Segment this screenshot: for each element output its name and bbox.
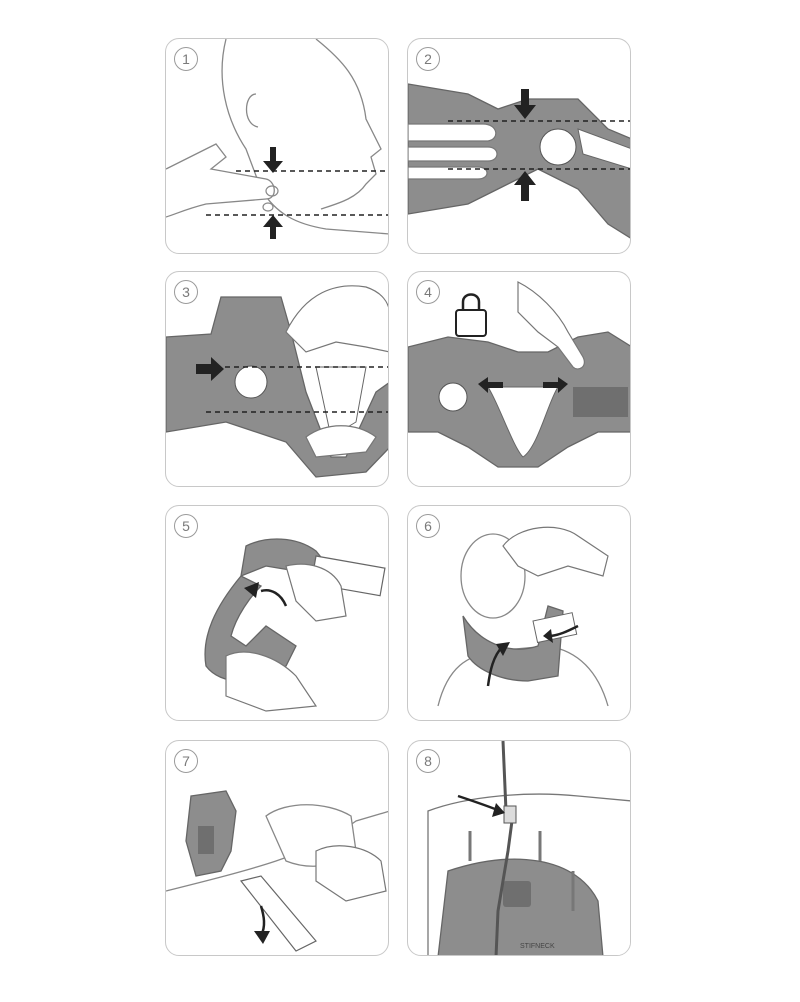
step-number: 1 — [174, 47, 198, 71]
step-number: 7 — [174, 749, 198, 773]
apply-collar-illustration — [408, 506, 631, 721]
measure-neck-illustration — [166, 39, 389, 254]
step-6-panel — [407, 505, 631, 721]
step-1-panel — [165, 38, 389, 254]
pre-form-collar-illustration — [166, 506, 389, 721]
collar-brand-label: STIFNECK — [520, 943, 555, 950]
step-8-panel — [407, 740, 631, 956]
size-collar-illustration — [408, 39, 631, 254]
tracheal-access-illustration — [408, 741, 631, 956]
step-7-panel — [165, 740, 389, 956]
step-number: 2 — [416, 47, 440, 71]
adjust-size-illustration — [166, 272, 389, 487]
step-3-panel — [165, 271, 389, 487]
step-number: 3 — [174, 280, 198, 304]
step-number: 5 — [174, 514, 198, 538]
step-2-panel — [407, 38, 631, 254]
step-4-panel — [407, 271, 631, 487]
supine-application-illustration — [166, 741, 389, 956]
step-5-panel — [165, 505, 389, 721]
step-number: 4 — [416, 280, 440, 304]
lock-collar-illustration — [408, 272, 631, 487]
step-number: 6 — [416, 514, 440, 538]
step-number: 8 — [416, 749, 440, 773]
